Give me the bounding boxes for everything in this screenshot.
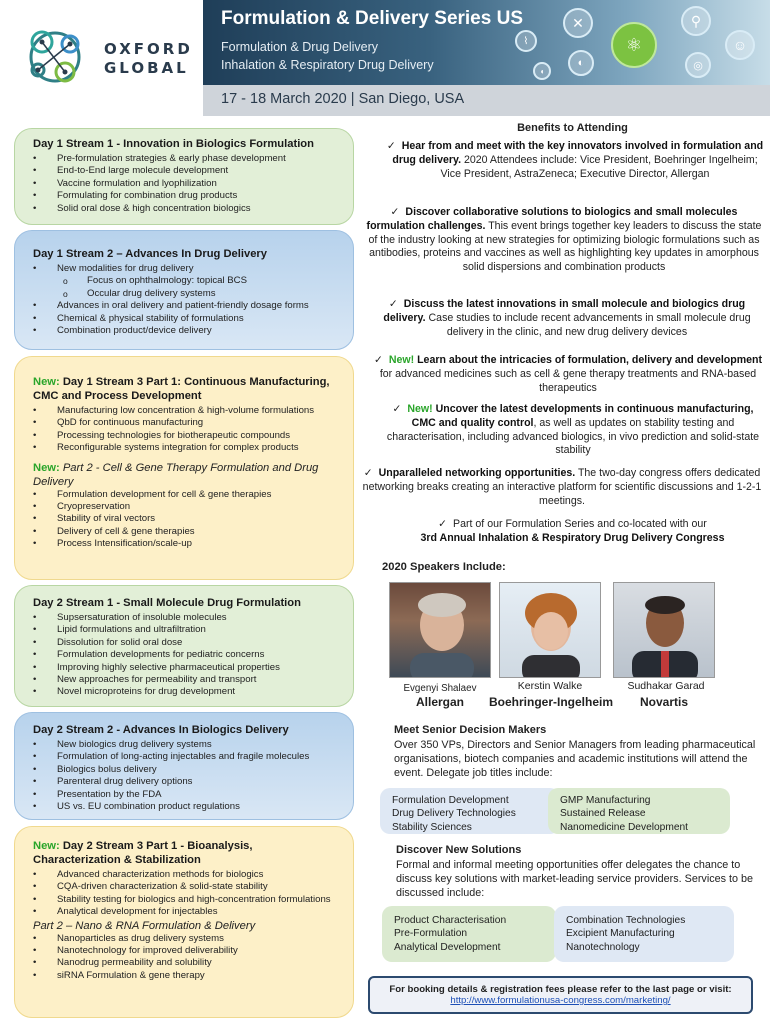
list-item: Sustained Release [560,808,646,820]
list-item: Stability Sciences [392,821,472,833]
day2-stream1-box [14,585,354,707]
speaker-name: Kerstin Walke [517,680,583,692]
list-item: • Nanodrug permeability and solubility [33,957,339,969]
oxford-global-logo-icon [20,22,90,92]
list-item: • Novel microproteins for drug development [33,686,339,698]
target-icon: ◎ [685,52,711,78]
list-item: Nanotechnology [566,941,640,953]
day2-stream2-box [14,712,354,820]
list-item: Drug Delivery Technologies [392,808,516,820]
header-subtitle-2: Inhalation & Respiratory Drug Delivery [221,58,434,72]
speaker-photo [389,582,491,678]
benefit-5-bold: Uncover the latest developments in continuous manufacturing, CMC and quality control [411,403,754,429]
benefit-4-text: for advanced medicines such as cell & gene therapy treatments and RNA-based therapeutics [379,367,757,394]
benefit-1 [386,140,764,181]
job-titles-col-2 [548,788,730,834]
registration-link[interactable]: http://www.formulationusa-congress.com/marketing/ [450,995,671,1006]
new-label: New! [407,403,433,415]
benefit-3 [370,298,764,339]
list-item: • Pre-formulation strategies & early phase development [33,153,339,165]
list-item: • Analytical development for injectables [33,906,339,918]
speakers-heading: 2020 Speakers Include: [382,561,506,573]
benefit-5 [384,403,762,458]
list-item: • Formulation development for cell & gene therapies [33,489,339,501]
new-label: New: [33,461,60,474]
benefit-2-bold: Discover collaborative solutions to biologics and small molecules formulation challenges. [366,206,738,232]
speaker-name: Evgenyi Shalaev [403,683,477,694]
benefit-4 [372,354,764,395]
benefit-7 [380,518,765,546]
list-item: • Processing technologies for biotherapeutic compounds [33,430,339,442]
benefit-7-line2: 3rd Annual Inhalation & Respiratory Drug Delivery Congress [420,531,725,544]
pill-icon: ◐ [568,50,594,76]
list-item: • Combination product/device delivery [33,325,339,337]
list-item: • CQA-driven characterization & solid-state stability [33,881,339,893]
list-item: • Process Intensification/scale-up [33,538,339,550]
list-item: Nanomedicine Development [560,821,688,833]
speaker-photo [499,582,601,678]
day1-stream1-title: Day 1 Stream 1 - Innovation in Biologics Formulation [33,138,314,150]
list-item: Product Characterisation [394,915,507,926]
check-icon: ✓ [390,206,400,218]
speaker-photo [613,582,715,678]
speaker-org: Boehringer-Ingelheim [488,695,613,709]
check-icon: ✓ [392,403,402,415]
head-icon: ☺ [725,30,755,60]
list-item: • Formulation of long-acting injectables and fragile molecules [33,751,339,763]
list-item: GMP Manufacturing [560,795,651,806]
list-subitem: o Occular drug delivery systems [33,288,339,300]
day2-stream3-box [14,826,354,1018]
check-icon: ✓ [363,467,373,479]
list-item: • siRNA Formulation & gene therapy [33,970,339,982]
day2-stream3-title [33,839,339,867]
list-item: • US vs. EU combination product regulations [33,801,339,813]
list-subitem: o Focus on ophthalmology: topical BCS [33,275,339,287]
services-col-1 [382,906,556,962]
benefit-6-bold: Unparalleled networking opportunities. [378,467,576,479]
benefit-1-text: 2020 Attendees include: Vice President, Boehringer Ingelheim; Vice President, AstraZeneca; Executive Director, Allergan [440,153,758,180]
solutions-text: Formal and informal meeting opportunities offer delegates the chance to discuss key solutions with market-leading service providers. Services to be discussed include: [396,859,754,899]
header-date-bar [203,85,770,116]
list-item: • Nanotechnology for improved deliverability [33,945,339,957]
list-item: • New approaches for permeability and transport [33,674,339,686]
check-icon: ✓ [386,140,396,152]
new-label: New: [33,376,60,388]
list-item: • Biologics bolus delivery [33,764,339,776]
benefit-3-bold: Discuss the latest innovations in small molecule and biologics drug delivery. [383,298,746,324]
list-item: • QbD for continuous manufacturing [33,417,339,429]
logo-line-1: OXFORD [104,40,193,58]
list-item: • Formulating for combination drug products [33,190,339,202]
logo-text [104,40,193,78]
list-item: • Cryopreservation [33,501,339,513]
check-icon: ✓ [373,354,383,366]
benefit-2 [364,206,764,275]
solutions-heading: Discover New Solutions [396,844,522,856]
header-banner [203,0,770,85]
search-icon: ⚲ [681,6,711,36]
event-date-location: 17 - 18 March 2020 | San Diego, USA [221,91,465,107]
benefit-2-text: This event brings together key leaders to discuss the state of the industry looking at new strategies for optimizing biologic formulations such as antibodies, proteins and vaccines as well as highlighting key updates in amorphous solid dispersions and combination products [368,219,762,274]
booking-footer [368,976,753,1014]
logo-line-2: GLOBAL [104,59,189,77]
day1-stream3-title [33,375,339,403]
day1-stream1-box [14,128,354,225]
logo-area [0,0,203,116]
list-item: Pre-Formulation [394,928,468,940]
list-item: Analytical Development [394,941,501,953]
new-label: New! [388,354,415,366]
day1-stream2-title: Day 1 Stream 2 – Advances In Drug Delivery [33,248,268,260]
check-icon: ✓ [388,298,398,310]
list-item: • Advanced characterization methods for biologics [33,869,339,881]
list-item: • Manufacturing low concentration & high-volume formulations [33,405,339,417]
list-item: Excipient Manufacturing [566,928,675,940]
new-label: New: [33,840,60,852]
molecule-hub-icon: ⚛ [611,22,657,68]
job-titles-col-1 [380,788,560,834]
list-item: • Lipid formulations and ultrafiltration [33,624,339,636]
list-item: • Presentation by the FDA [33,789,339,801]
list-item: Formulation Development [392,795,509,806]
benefit-4-bold: Learn about the intricacies of formulation, delivery and development [414,354,763,366]
list-item: • End-to-End large molecule development [33,165,339,177]
dna-icon: ⌇ [515,30,537,52]
list-item: Combination Technologies [566,915,686,926]
list-item: • New biologics drug delivery systems [33,739,339,751]
list-item: • Vaccine formulation and lyophilization [33,178,339,190]
day1-stream3-part2-title [33,461,339,489]
list-item: • Parenteral drug delivery options [33,776,339,788]
list-item: • Solid oral dose & high concentration biologics [33,203,339,215]
part2-title-text: Part 2 - Cell & Gene Therapy Formulation and Drug Delivery [33,461,319,488]
list-item: • Nanoparticles as drug delivery systems [33,933,339,945]
header-subtitle-1: Formulation & Drug Delivery [221,40,378,54]
decision-makers-text: Over 350 VPs, Directors and Senior Managers from leading pharmaceutical organisations, biotech companies and academic institutions will attend the event. Delegate job titles include: [394,739,756,779]
list-item: • Dissolution for solid oral dose [33,637,339,649]
list-item: • Stability testing for biologics and high-concentration formulations [33,894,339,906]
close-icon: ✕ [563,8,593,38]
list-item: • Stability of viral vectors [33,513,339,525]
list-item: • Delivery of cell & gene therapies [33,526,339,538]
speaker-name: Sudhakar Garad [627,680,705,692]
list-item: • Chemical & physical stability of formulations [33,313,339,325]
speaker-org: Novartis [639,695,689,709]
benefit-3-text: Case studies to include recent advancements in small molecule drug delivery in the clinic, and new drug delivery devices [425,311,751,338]
speaker-org: Allergan [415,695,464,709]
capsule-icon: ◖ [533,62,551,80]
benefit-5-text: , as well as updates on stability testing and characterisation, including advanced biologics, in vivo prediction and solid-state stability [386,416,760,457]
list-item: • Reconfigurable systems integration for complex products [33,442,339,454]
list-item: • Supsersaturation of insoluble molecules [33,612,339,624]
list-item: • New modalities for drug delivery [33,263,339,275]
speaker-portrait-icon [500,583,601,678]
benefit-6 [360,467,764,508]
speaker-portrait-icon [614,583,715,678]
services-col-2 [554,906,734,962]
benefit-6-text: The two-day congress offers dedicated networking breaks creating an interactive platform for scientific discussions and 1-2-1 meetings. [362,467,762,507]
day2-stream1-title: Day 2 Stream 1 - Small Molecule Drug Formulation [33,597,301,609]
list-item: • Advances in oral delivery and patient-friendly dosage forms [33,300,339,312]
check-icon: ✓ [438,518,448,530]
list-item: • Formulation developments for pediatric concerns [33,649,339,661]
benefit-1-bold: Hear from and meet with the key innovators involved in formulation and drug delivery. [392,140,764,166]
day1-stream2-box [14,230,354,350]
day1-stream3-title-text: Day 1 Stream 3 Part 1: Continuous Manufacturing, CMC and Process Development [33,376,330,402]
header-title: Formulation & Delivery Series US [221,8,523,29]
speaker-portrait-icon [390,583,491,678]
benefit-7-line1: Part of our Formulation Series and co-located with our [453,518,707,530]
day2-stream2-title: Day 2 Stream 2 - Advances In Biologics Delivery [33,724,289,736]
day2-stream3-title-text: Day 2 Stream 3 Part 1 - Bioanalysis, Characterization & Stabilization [33,840,253,866]
decision-makers-heading: Meet Senior Decision Makers [394,724,547,736]
day2-stream3-part2-title: Part 2 – Nano & RNA Formulation & Delivery [33,919,256,932]
benefits-heading: Benefits to Attending [517,122,628,134]
day1-stream3-box [14,356,354,580]
booking-text: For booking details & registration fees please refer to the last page or visit: [389,984,732,995]
list-item: • Improving highly selective pharmaceutical properties [33,662,339,674]
